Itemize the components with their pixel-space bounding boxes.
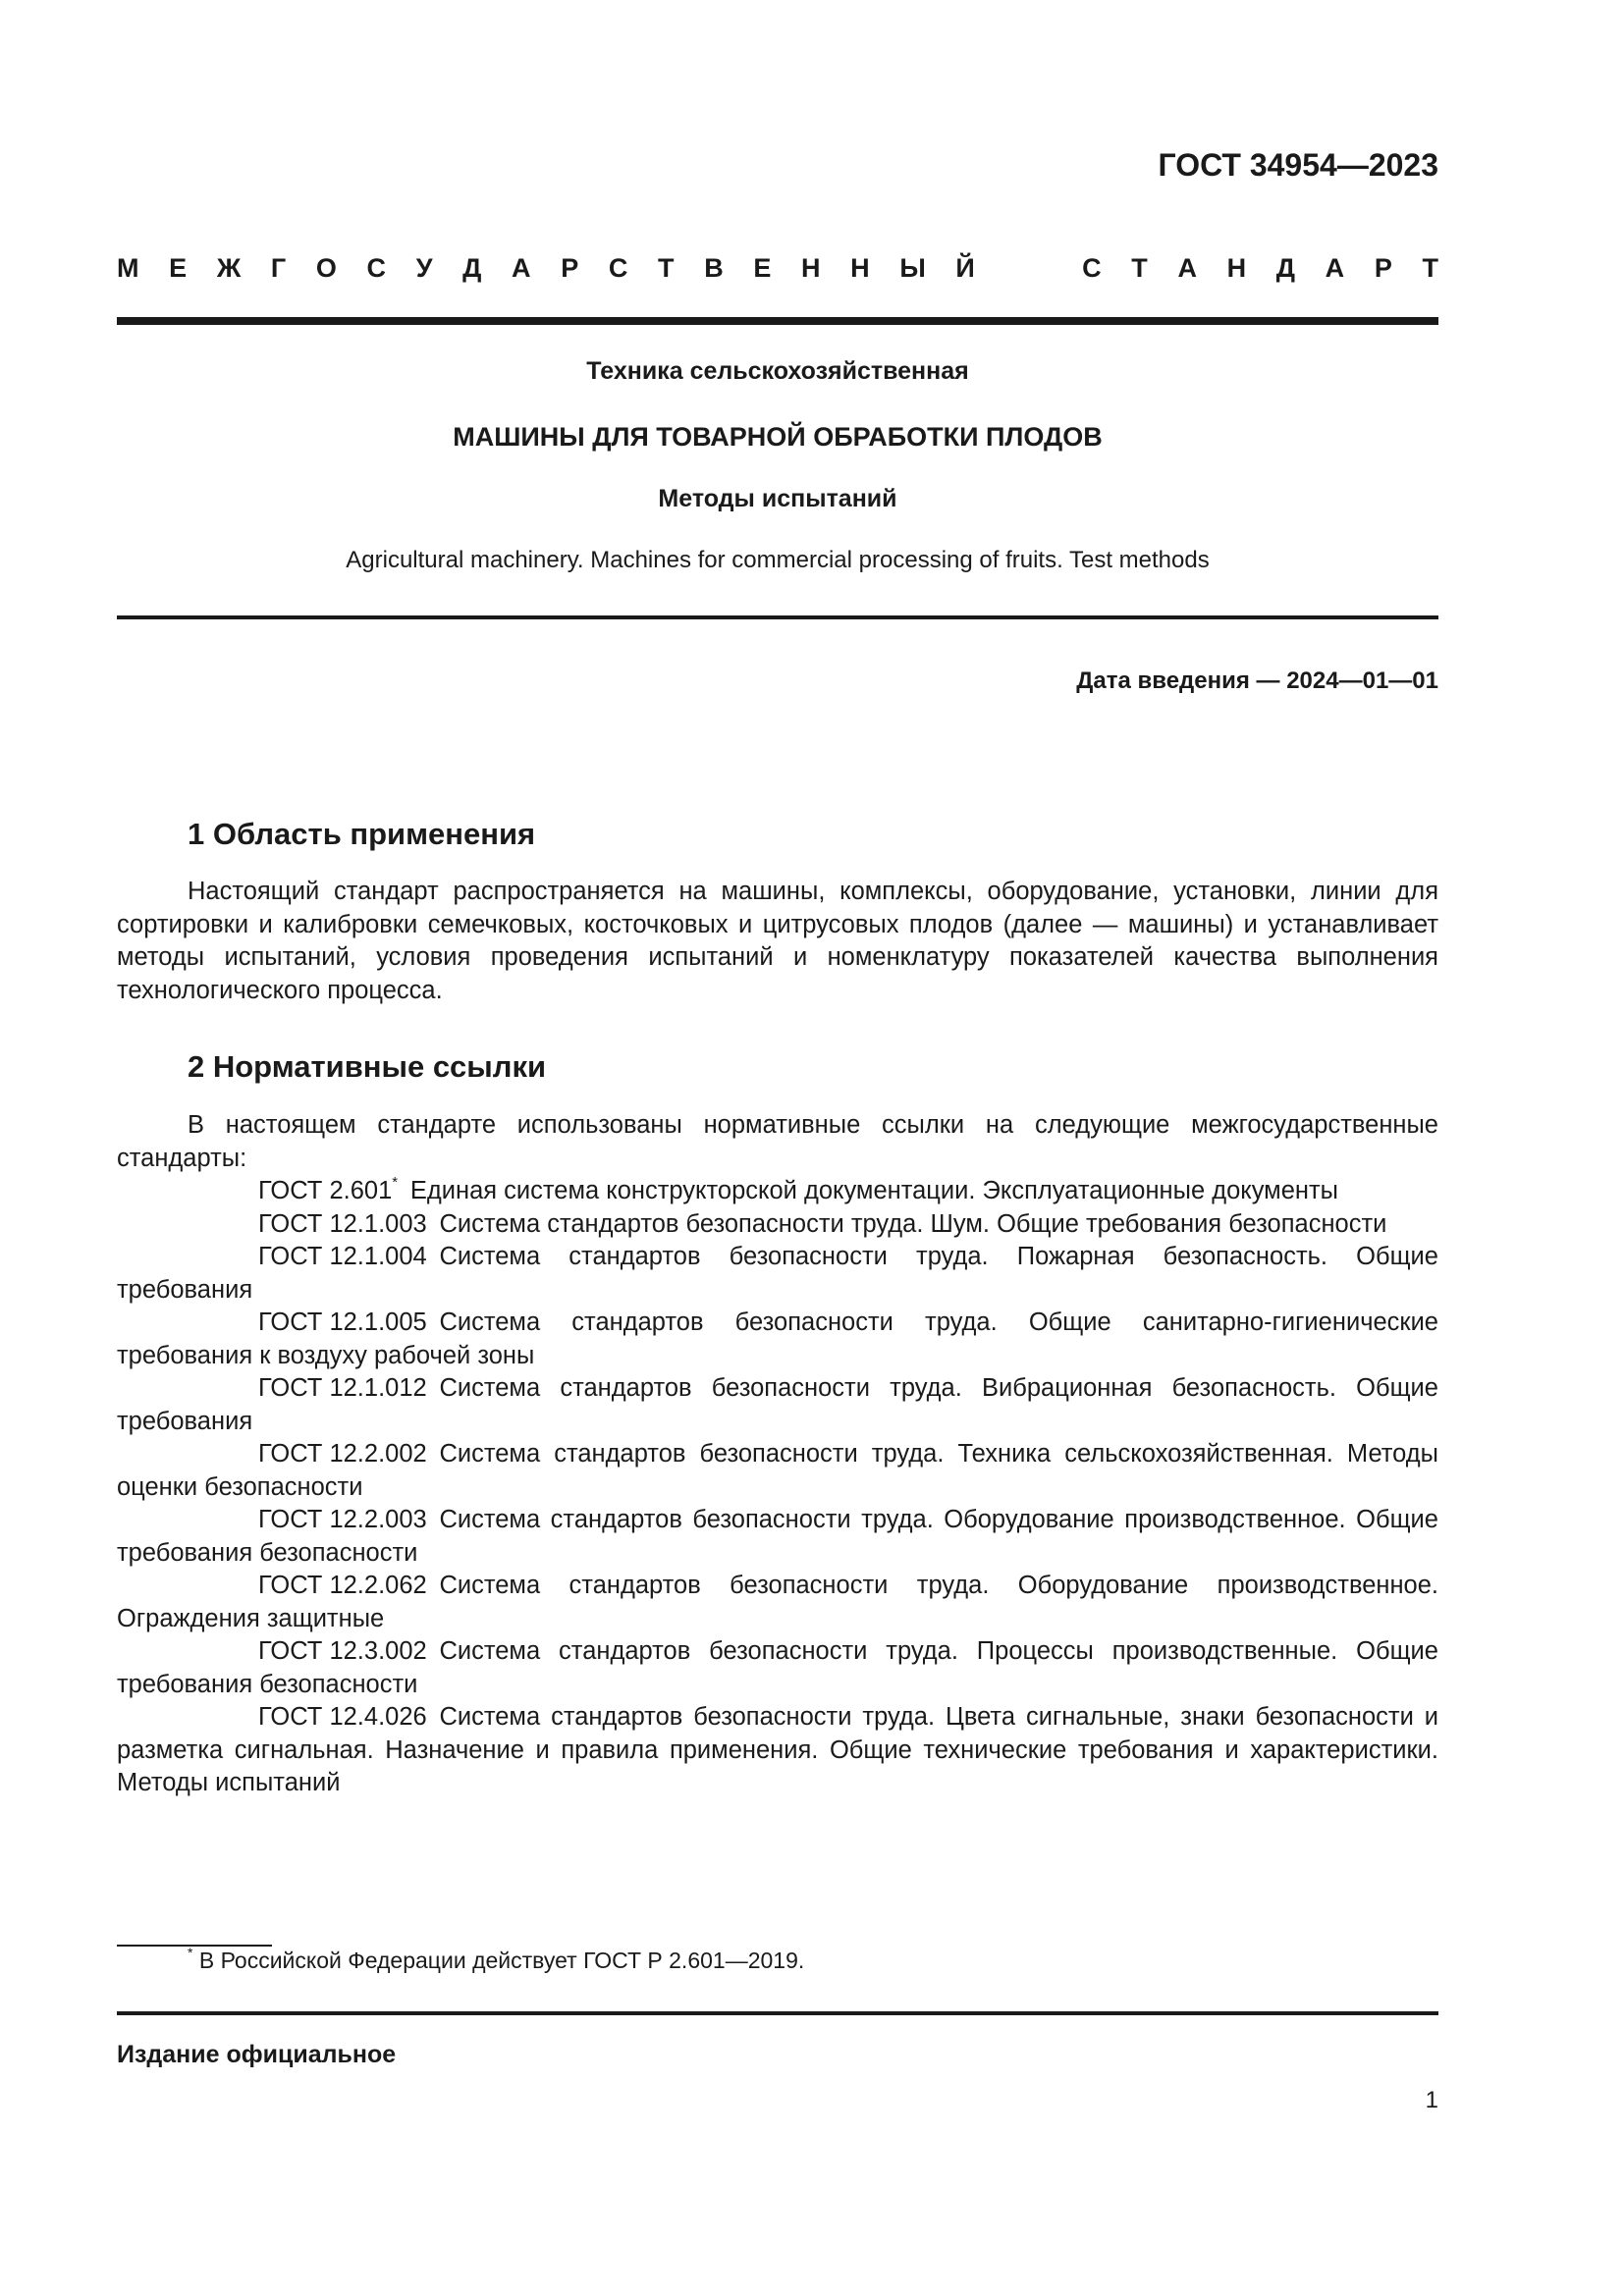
footer-rule — [117, 2011, 1438, 2015]
banner-letter: С — [1082, 253, 1102, 283]
reference-item — [117, 1504, 1438, 1570]
section-1-body — [117, 876, 1438, 1007]
banner-letter: А — [512, 253, 531, 283]
reference-code: ГОСТ 12.2.002 — [258, 1440, 427, 1468]
banner-letter: Г — [270, 253, 287, 283]
reference-code: ГОСТ 12.1.003 — [258, 1209, 427, 1238]
document-methods-title: Методы испытаний — [658, 485, 897, 512]
reference-code: ГОСТ 12.1.005 — [258, 1308, 427, 1336]
interstate-standard-banner — [117, 253, 1438, 284]
section-1-title: 1 Область применения — [188, 817, 536, 851]
footnote — [188, 1945, 805, 1974]
reference-title: Система стандартов безопасности труда. Общие санитарно-гигиенические требования к воздуху рабочей зоны — [117, 1308, 1438, 1369]
document-page — [117, 0, 1438, 2296]
reference-item — [117, 1241, 1438, 1307]
reference-code: ГОСТ 12.1.004 — [258, 1243, 427, 1270]
banner-letter: Й — [955, 253, 975, 283]
reference-code: ГОСТ 2.601 — [258, 1177, 393, 1204]
banner-letter: С — [608, 253, 628, 283]
reference-code: ГОСТ 12.2.003 — [258, 1506, 427, 1533]
reference-title: Система стандартов безопасности труда. Оборудование производственное. Ограждения защитные — [117, 1572, 1438, 1632]
banner-letter: Ы — [899, 253, 926, 283]
reference-code: ГОСТ 12.1.012 — [258, 1374, 427, 1402]
reference-title: Система стандартов безопасности труда. Вибрационная безопасность. Общие требования — [117, 1374, 1438, 1435]
banner-letter: У — [415, 253, 433, 283]
page-number: 1 — [1425, 2087, 1438, 2113]
reference-item — [117, 1570, 1438, 1635]
scope-paragraph: Настоящий стандарт распространяется на машины, комплексы, оборудование, установки, линии для сортировки и калибровки семечковых, косточковых и цитрусовых плодов (далее — машины) и устанавливает методы испытаний, условия проведения испытаний и номенклатуру показателей качества выполнения технологического процесса. — [117, 878, 1438, 1004]
reference-title: Система стандартов безопасности труда. Пожарная безопасность. Общие требования — [117, 1243, 1438, 1304]
reference-item — [117, 1208, 1438, 1242]
reference-item — [117, 1175, 1438, 1208]
banner-letter: Е — [753, 253, 772, 283]
reference-code: ГОСТ 12.4.026 — [258, 1703, 427, 1731]
reference-title: Система стандартов безопасности труда. Техника сельскохозяйственная. Методы оценки безопасности — [117, 1440, 1438, 1501]
banner-letter: Т — [1422, 253, 1438, 283]
reference-title: Система стандартов безопасности труда. Цвета сигнальные, знаки безопасности и разметка сигнальная. Назначение и правила применения. Общие технические требования и характеристики. Методы испытаний — [117, 1703, 1438, 1796]
banner-letter: Н — [1226, 253, 1247, 283]
reference-item — [117, 1307, 1438, 1372]
footnote-separator — [117, 1945, 272, 1947]
banner-letter: Д — [1275, 253, 1296, 283]
document-title: МАШИНЫ ДЛЯ ТОВАРНОЙ ОБРАБОТКИ ПЛОДОВ — [453, 422, 1103, 452]
introduction-date: Дата введения — 2024—01—01 — [1076, 667, 1438, 694]
reference-code: ГОСТ 12.3.002 — [258, 1637, 427, 1665]
banner-letter: Р — [561, 253, 579, 283]
reference-title: Единая система конструкторской документации. Эксплуатационные документы — [409, 1177, 1338, 1204]
section-2-title: 2 Нормативные ссылки — [188, 1049, 547, 1084]
reference-item — [117, 1701, 1438, 1800]
header-rule — [117, 317, 1438, 325]
reference-item — [117, 1635, 1438, 1701]
banner-gap — [1004, 253, 1052, 284]
banner-letter: А — [1325, 253, 1345, 283]
reference-item — [117, 1372, 1438, 1438]
banner-letter: М — [117, 253, 139, 283]
banner-letter: Н — [850, 253, 870, 283]
banner-letter: А — [1177, 253, 1197, 283]
english-title: Agricultural machinery. Machines for commercial processing of fruits. Test methods — [346, 547, 1210, 573]
banner-letter: Н — [801, 253, 821, 283]
footnote-mark: * — [188, 1945, 193, 1960]
official-edition-label: Издание официальное — [117, 2041, 397, 2068]
banner-letter: Е — [169, 253, 188, 283]
banner-letter: Т — [658, 253, 675, 283]
reference-item — [117, 1438, 1438, 1504]
reference-code: ГОСТ 12.2.062 — [258, 1572, 427, 1599]
banner-letter: Р — [1374, 253, 1392, 283]
banner-letter: В — [704, 253, 724, 283]
references-intro: В настоящем стандарте использованы нормативные ссылки на следующие межгосударственные стандарты: — [117, 1111, 1438, 1172]
document-code: ГОСТ 34954—2023 — [1158, 147, 1438, 183]
banner-letter: Т — [1131, 253, 1148, 283]
footnote-reference-mark: * — [392, 1174, 399, 1191]
title-rule — [117, 615, 1438, 619]
banner-letter: О — [315, 253, 337, 283]
reference-title: Система стандартов безопасности труда. Оборудование производственное. Общие требования безопасности — [117, 1506, 1438, 1567]
banner-letter: Д — [462, 253, 482, 283]
banner-letter: С — [366, 253, 387, 283]
banner-letter: Ж — [216, 253, 242, 283]
section-2-body — [117, 1109, 1438, 1800]
document-subtitle: Техника сельскохозяйственная — [586, 357, 969, 385]
footnote-text: В Российской Федерации действует ГОСТ Р 2.601—2019. — [198, 1948, 805, 1973]
reference-title: Система стандартов безопасности труда. Шум. Общие требования безопасности — [439, 1209, 1387, 1238]
reference-title: Система стандартов безопасности труда. Процессы производственные. Общие требования безопасности — [117, 1637, 1438, 1698]
